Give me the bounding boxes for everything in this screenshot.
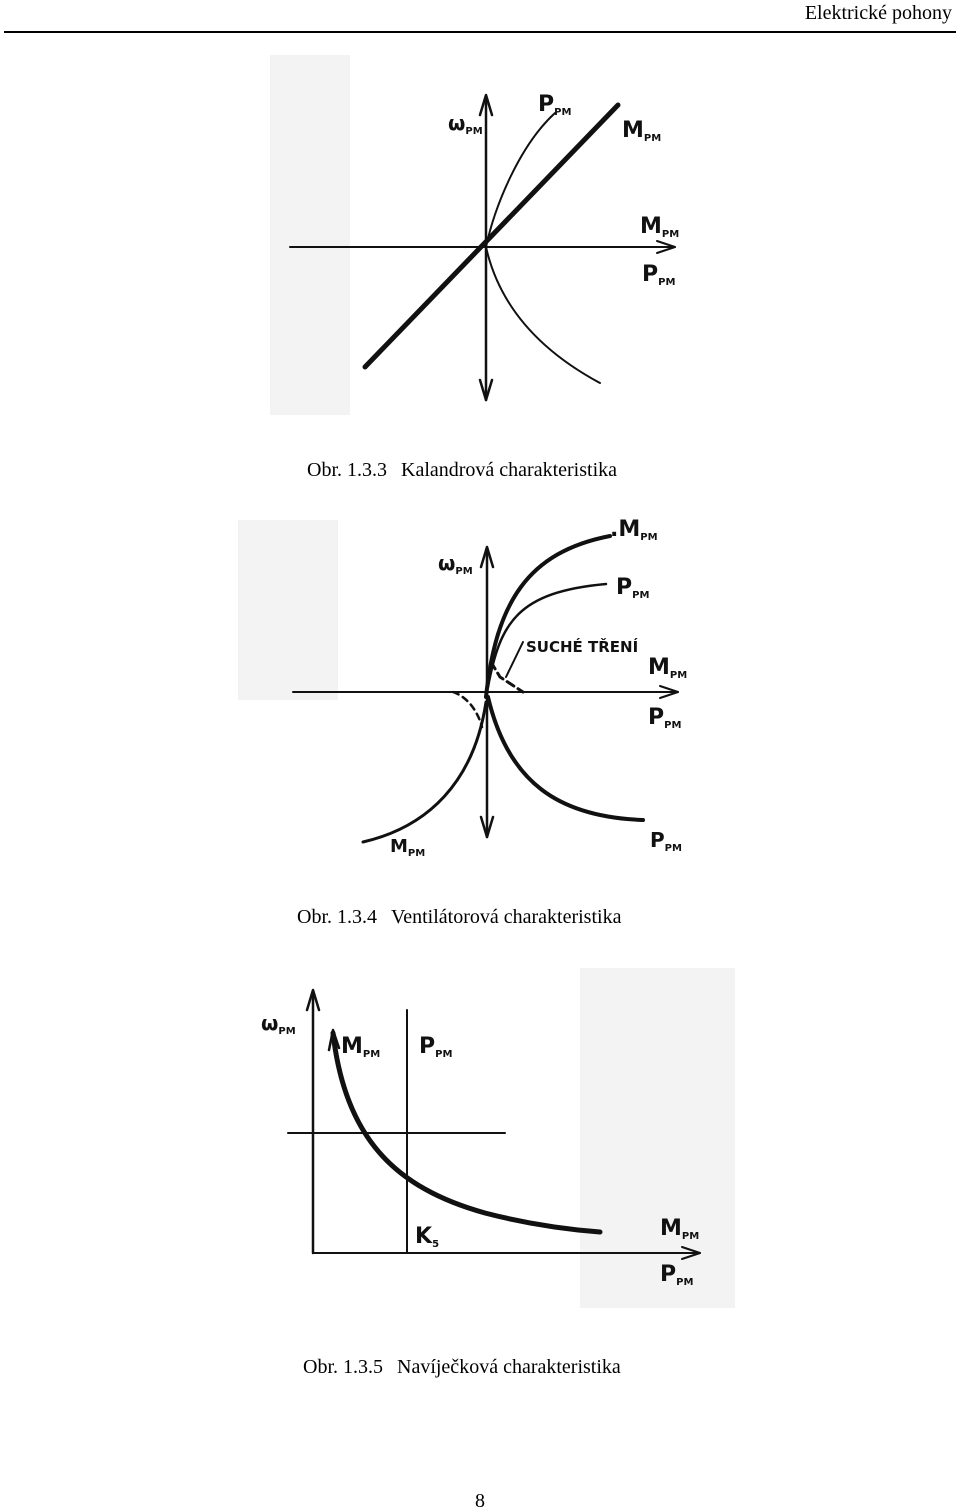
torque-axis-label: MPM (660, 1216, 700, 1242)
power-axis-label: PPM (648, 705, 682, 731)
dry-friction-label: SUCHÉ TŘENÍ (526, 638, 639, 656)
power-curve-upper (488, 584, 606, 687)
power-bottom-label: $P_{PM}$ (650, 828, 682, 854)
torque-top-label: MPM (341, 1034, 381, 1060)
caption-text: Ventilátorová charakteristika (391, 906, 622, 928)
power-top-label: PPM (419, 1034, 453, 1060)
figure-caption (297, 905, 621, 929)
omega-label: $\omega_{PM}$ (438, 551, 473, 577)
scan-background (238, 520, 338, 700)
power-top-label: PPM (538, 92, 572, 118)
power-top-label: PPM (616, 575, 650, 601)
figure-calender-characteristic (270, 55, 710, 420)
friction-leader (506, 642, 523, 677)
header-rule (4, 31, 956, 33)
caption-text: Kalandrová charakteristika (401, 459, 618, 481)
figure-caption (303, 1355, 621, 1379)
omega-label: $\omega_{PM}$ (261, 1011, 296, 1037)
caption-number: Obr. 1.3.4 (297, 906, 377, 928)
power-axis-label: PPM (660, 1262, 694, 1288)
power-curve-lower (488, 697, 643, 820)
figure-caption (307, 458, 617, 482)
torque-top-label: MPM (622, 118, 662, 144)
torque-axis-label: MPM (648, 655, 688, 681)
running-header: Elektrické pohony (804, 2, 952, 24)
figure-winder-characteristic (255, 968, 740, 1313)
torque-axis-label: MPM (640, 214, 680, 240)
dry-friction-lower (453, 692, 482, 727)
torque-top-label: .MPM (610, 517, 658, 543)
caption-number: Obr. 1.3.5 (303, 1356, 383, 1378)
torque-bottom-label: $M_{PM}$ (390, 836, 426, 859)
constant-label: K5 (415, 1224, 440, 1250)
caption-text: Navíječková charakteristika (397, 1356, 621, 1378)
torque-curve-upper (486, 536, 610, 697)
caption-number: Obr. 1.3.3 (307, 459, 387, 481)
page-number: 8 (475, 1490, 485, 1512)
scan-background (270, 55, 350, 415)
torque-line (365, 105, 618, 367)
power-axis-label: PPM (642, 262, 676, 288)
omega-label: $\omega_{PM}$ (448, 111, 483, 137)
figure-fan-characteristic (238, 512, 708, 862)
torque-curve-lower (363, 702, 486, 842)
scan-background (580, 968, 735, 1308)
